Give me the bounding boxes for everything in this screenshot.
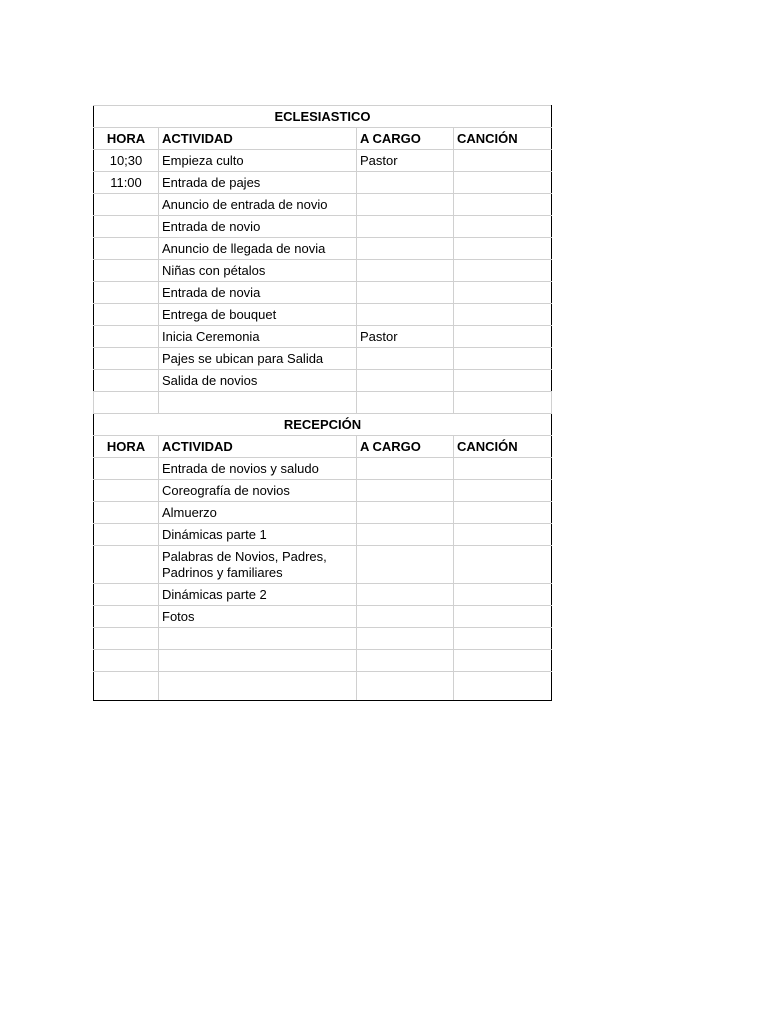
a-cargo-cell xyxy=(357,282,454,304)
table-row xyxy=(94,546,552,584)
a-cargo-cell xyxy=(357,194,454,216)
cancion-cell xyxy=(454,370,552,392)
table-row xyxy=(94,216,552,238)
cancion-cell xyxy=(454,150,552,172)
cancion-cell xyxy=(454,650,552,672)
actividad-cell: Palabras de Novios, Padres, Padrinos y familiares xyxy=(159,546,357,584)
spacer-row xyxy=(94,392,552,414)
a-cargo-cell xyxy=(357,524,454,546)
table-row xyxy=(94,584,552,606)
actividad-cell: Anuncio de entrada de novio xyxy=(159,194,357,216)
table-row xyxy=(94,172,552,194)
table-row xyxy=(94,348,552,370)
empty-cell xyxy=(454,392,552,414)
header-actividad: ACTIVIDAD xyxy=(159,436,357,458)
table-row xyxy=(94,606,552,628)
empty-cell xyxy=(94,392,159,414)
header-a-cargo: A CARGO xyxy=(357,436,454,458)
hora-cell xyxy=(94,606,159,628)
actividad-cell: Salida de novios xyxy=(159,370,357,392)
cancion-cell xyxy=(454,480,552,502)
a-cargo-cell xyxy=(357,216,454,238)
table-row xyxy=(94,458,552,480)
cancion-cell xyxy=(454,260,552,282)
cancion-cell xyxy=(454,606,552,628)
hora-cell xyxy=(94,502,159,524)
header-actividad: ACTIVIDAD xyxy=(159,128,357,150)
a-cargo-cell xyxy=(357,480,454,502)
hora-cell xyxy=(94,216,159,238)
cancion-cell xyxy=(454,282,552,304)
hora-cell xyxy=(94,524,159,546)
cancion-cell xyxy=(454,348,552,370)
hora-cell: 11:00 xyxy=(94,172,159,194)
cancion-cell xyxy=(454,172,552,194)
hora-cell xyxy=(94,546,159,584)
a-cargo-cell: Pastor xyxy=(357,326,454,348)
hora-cell xyxy=(94,304,159,326)
hora-cell xyxy=(94,458,159,480)
table-row xyxy=(94,326,552,348)
actividad-cell: Dinámicas parte 1 xyxy=(159,524,357,546)
hora-cell xyxy=(94,282,159,304)
header-hora: HORA xyxy=(94,128,159,150)
cancion-cell xyxy=(454,326,552,348)
hora-cell xyxy=(94,238,159,260)
schedule-table xyxy=(93,105,552,701)
table-row xyxy=(94,150,552,172)
a-cargo-cell xyxy=(357,260,454,282)
hora-cell xyxy=(94,650,159,672)
schedule-sheet xyxy=(93,105,551,701)
a-cargo-cell xyxy=(357,650,454,672)
a-cargo-cell xyxy=(357,370,454,392)
cancion-cell xyxy=(454,672,552,701)
empty-cell xyxy=(159,392,357,414)
table-row xyxy=(94,628,552,650)
a-cargo-cell: Pastor xyxy=(357,150,454,172)
table-row xyxy=(94,304,552,326)
a-cargo-cell xyxy=(357,304,454,326)
eclesiastico-title: ECLESIASTICO xyxy=(94,106,552,128)
hora-cell xyxy=(94,480,159,502)
actividad-cell: Coreografía de novios xyxy=(159,480,357,502)
eclesiastico-title-row xyxy=(94,106,552,128)
a-cargo-cell xyxy=(357,172,454,194)
hora-cell xyxy=(94,370,159,392)
hora-cell xyxy=(94,326,159,348)
a-cargo-cell xyxy=(357,502,454,524)
hora-cell xyxy=(94,194,159,216)
hora-cell xyxy=(94,672,159,701)
actividad-cell: Entrada de novio xyxy=(159,216,357,238)
actividad-cell: Entrada de novios y saludo xyxy=(159,458,357,480)
actividad-cell xyxy=(159,650,357,672)
actividad-cell: Entrada de pajes xyxy=(159,172,357,194)
a-cargo-cell xyxy=(357,348,454,370)
a-cargo-cell xyxy=(357,546,454,584)
hora-cell xyxy=(94,628,159,650)
a-cargo-cell xyxy=(357,238,454,260)
empty-cell xyxy=(357,392,454,414)
actividad-cell: Entrega de bouquet xyxy=(159,304,357,326)
cancion-cell xyxy=(454,194,552,216)
eclesiastico-header-row xyxy=(94,128,552,150)
cancion-cell xyxy=(454,216,552,238)
recepcion-header-row xyxy=(94,436,552,458)
header-hora: HORA xyxy=(94,436,159,458)
cancion-cell xyxy=(454,584,552,606)
table-row xyxy=(94,480,552,502)
table-row xyxy=(94,238,552,260)
recepcion-title-row xyxy=(94,414,552,436)
actividad-cell: Pajes se ubican para Salida xyxy=(159,348,357,370)
cancion-cell xyxy=(454,546,552,584)
a-cargo-cell xyxy=(357,458,454,480)
actividad-cell: Entrada de novia xyxy=(159,282,357,304)
cancion-cell xyxy=(454,524,552,546)
actividad-cell: Almuerzo xyxy=(159,502,357,524)
hora-cell xyxy=(94,260,159,282)
cancion-cell xyxy=(454,304,552,326)
a-cargo-cell xyxy=(357,606,454,628)
actividad-cell: Empieza culto xyxy=(159,150,357,172)
a-cargo-cell xyxy=(357,584,454,606)
header-cancion: CANCIÓN xyxy=(454,436,552,458)
hora-cell xyxy=(94,348,159,370)
hora-cell xyxy=(94,584,159,606)
table-row xyxy=(94,194,552,216)
table-row xyxy=(94,370,552,392)
table-row xyxy=(94,502,552,524)
cancion-cell xyxy=(454,238,552,260)
table-row xyxy=(94,524,552,546)
header-cancion: CANCIÓN xyxy=(454,128,552,150)
a-cargo-cell xyxy=(357,628,454,650)
a-cargo-cell xyxy=(357,672,454,701)
actividad-cell: Anuncio de llegada de novia xyxy=(159,238,357,260)
cancion-cell xyxy=(454,502,552,524)
recepcion-title: RECEPCIÓN xyxy=(94,414,552,436)
table-row xyxy=(94,282,552,304)
actividad-cell xyxy=(159,672,357,701)
actividad-cell: Dinámicas parte 2 xyxy=(159,584,357,606)
table-row xyxy=(94,650,552,672)
cancion-cell xyxy=(454,458,552,480)
cancion-cell xyxy=(454,628,552,650)
actividad-cell: Fotos xyxy=(159,606,357,628)
actividad-cell: Inicia Ceremonia xyxy=(159,326,357,348)
actividad-cell xyxy=(159,628,357,650)
table-row xyxy=(94,260,552,282)
hora-cell: 10;30 xyxy=(94,150,159,172)
table-row xyxy=(94,672,552,701)
header-a-cargo: A CARGO xyxy=(357,128,454,150)
actividad-cell: Niñas con pétalos xyxy=(159,260,357,282)
